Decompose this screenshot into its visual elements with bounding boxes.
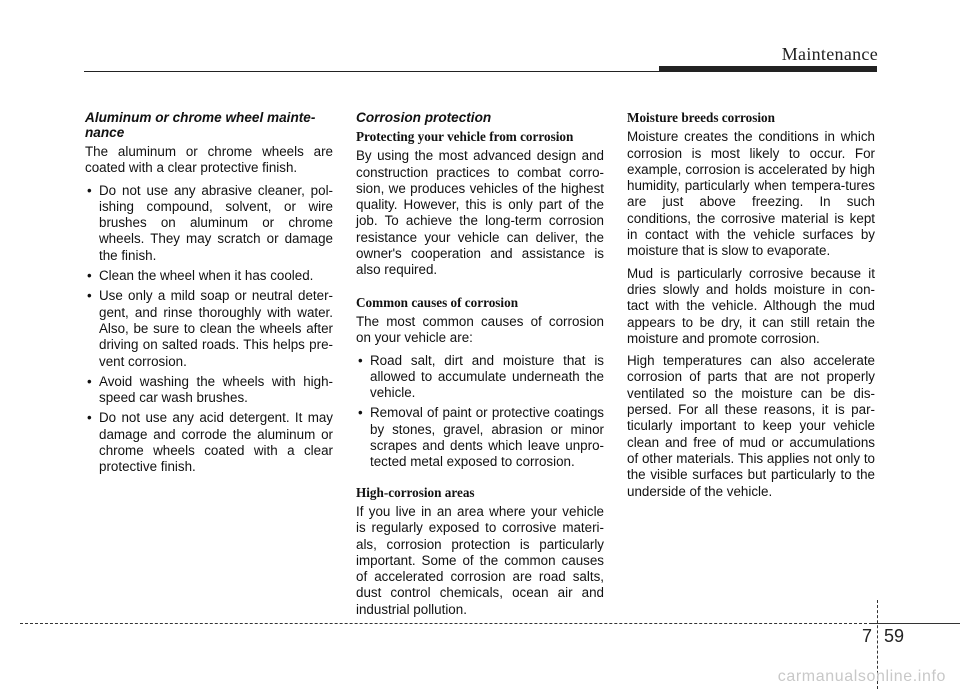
protecting-paragraph: By using the most advanced design and construction practices to combat corro-sion, we produces vehicles of the highest quality. However, this is only part of the job. To achieve the long-term corrosion resistance your vehicle can deliver, the owner's cooperation and assistance is also required. <box>356 148 604 278</box>
section-title: Maintenance <box>781 44 878 64</box>
causes-bullet-list <box>356 353 604 471</box>
subheading-protecting: Protecting your vehicle from corrosion <box>356 129 574 144</box>
list-item: • Road salt, dirt and moisture that is allowed to accumulate underneath the vehicle. <box>356 353 604 402</box>
page-number: 59 <box>884 626 905 646</box>
footer-rule <box>20 623 872 624</box>
high-corrosion-paragraph: If you live in an area where your vehicle is regularly exposed to corrosive materi-als, corrosion protection is particularly important. Some of the common causes of accelerated corrosion are road salts, dust control chemicals, ocean air and industrial pollution. <box>356 503 604 617</box>
moisture-paragraph-2: Mud is particularly corrosive because it dries slowly and holds moisture in con-tact with the vehicle. Although the mud appears to be dry, it can still retain the moisture and promote corrosion. <box>627 265 875 346</box>
subheading-moisture: Moisture breeds corrosion <box>627 110 775 125</box>
common-causes-paragraph: The most common causes of corrosion on your vehicle are: <box>356 313 604 346</box>
watermark: carmanualsonline.info <box>777 668 946 685</box>
column-wheel-maintenance <box>85 110 333 480</box>
list-item: • Removal of paint or protective coatings by stones, gravel, abrasion or minor scrapes and dents which leave unpro-tected metal exposed to corrosion. <box>356 405 604 470</box>
list-item: • Do not use any abrasive cleaner, pol-ishing compound, solvent, or wire brushes on aluminum or chrome wheels. They may scratch or damage the finish. <box>85 183 333 264</box>
list-item: • Clean the wheel when it has cooled. <box>85 268 333 284</box>
header-rule-accent <box>659 66 877 72</box>
list-item: • Do not use any acid detergent. It may damage and corrode the aluminum or chrome wheels coated with a clear protective finish. <box>85 410 333 475</box>
moisture-paragraph-1: Moisture creates the conditions in which corrosion is most likely to occur. For example, corrosion is accelerated by high humidity, particularly when tempera-tures are just above freezing. In such conditions, the corrosive material is kept in contact with the vehicle surfaces by moisture that is slow to evaporate. <box>627 129 875 259</box>
corrosion-protection-heading: Corrosion protection <box>356 110 492 125</box>
header-rule <box>84 71 660 72</box>
moisture-paragraph-3: High temperatures can also accelerate corrosion of parts that are not properly ventilated so the moisture can be dis-persed. For all these reasons, it is par-ticularly important to keep your vehicle clean and free of mud or accumulations of other materials. This applies not only to the visible surfaces but particularly to the underside of the vehicle. <box>627 353 875 499</box>
subheading-common-causes: Common causes of corrosion <box>356 294 519 310</box>
wheel-maintenance-heading-text: Aluminum or chrome wheel mainte- nance <box>85 110 316 140</box>
wheel-intro: The aluminum or chrome wheels are coated with a clear protective finish. <box>85 144 333 176</box>
subheading-high-corrosion: High-corrosion areas <box>356 484 475 500</box>
list-item: • Use only a mild soap or neutral deter-gent, and rinse thoroughly with water. Also, be sure to clean the wheels after driving on salted roads. This helps pre-vent corrosion. <box>85 288 333 369</box>
wheel-bullet-list <box>85 183 333 476</box>
footer-rule-right <box>872 623 960 624</box>
column-corrosion-protection <box>356 110 604 624</box>
column-moisture <box>627 110 875 506</box>
list-item: • Avoid washing the wheels with high-speed car wash brushes. <box>85 374 333 407</box>
wheel-maintenance-heading <box>85 110 333 140</box>
chapter-number: 7 <box>861 626 872 646</box>
